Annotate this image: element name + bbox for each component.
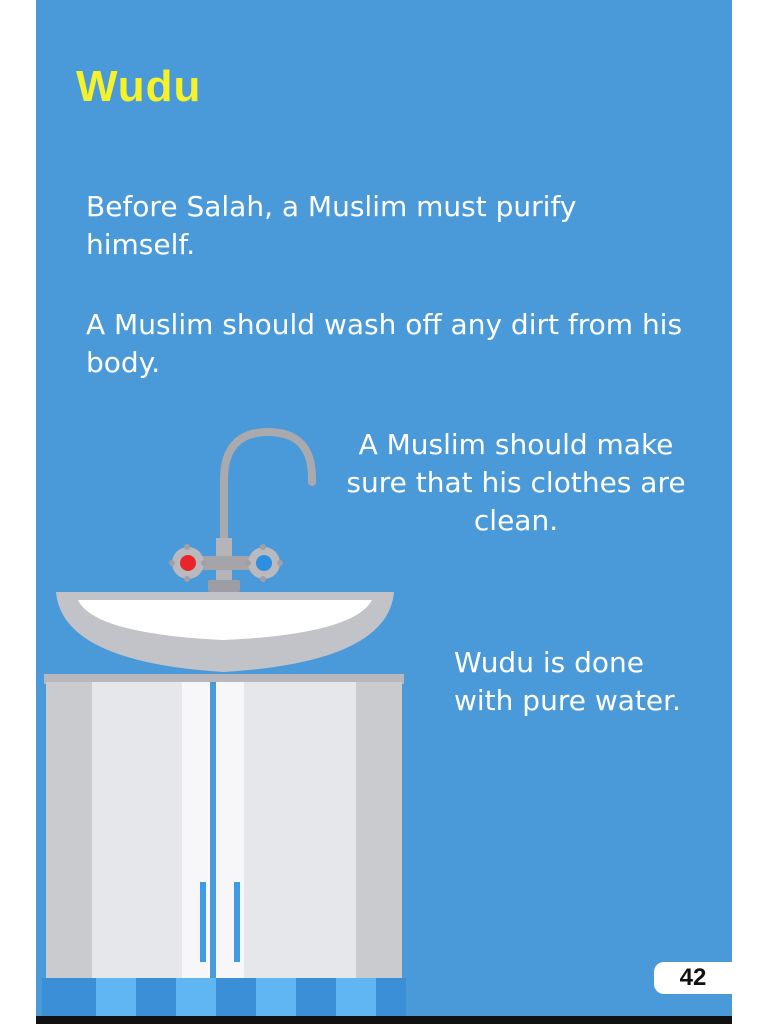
paragraph-pure-water: Wudu is done with pure water. (454, 646, 681, 717)
sink-illustration (36, 420, 416, 1016)
paragraph-clean-clothes: A Muslim should make sure that his clothes are clean. (346, 428, 686, 537)
bottom-edge (36, 1016, 732, 1024)
cold-water-knob-icon (245, 544, 283, 582)
cabinet-icon (42, 674, 406, 1016)
page-number: 42 (654, 962, 732, 994)
page-title: Wudu (76, 62, 202, 111)
paragraph-wash-dirt: A Muslim should wash off any dirt from his body. (86, 308, 683, 379)
paragraph-purify: Before Salah, a Muslim must purify himself. (86, 190, 577, 261)
book-page (36, 0, 732, 1016)
washbasin-icon (56, 592, 394, 672)
hot-water-knob-icon (169, 544, 207, 582)
